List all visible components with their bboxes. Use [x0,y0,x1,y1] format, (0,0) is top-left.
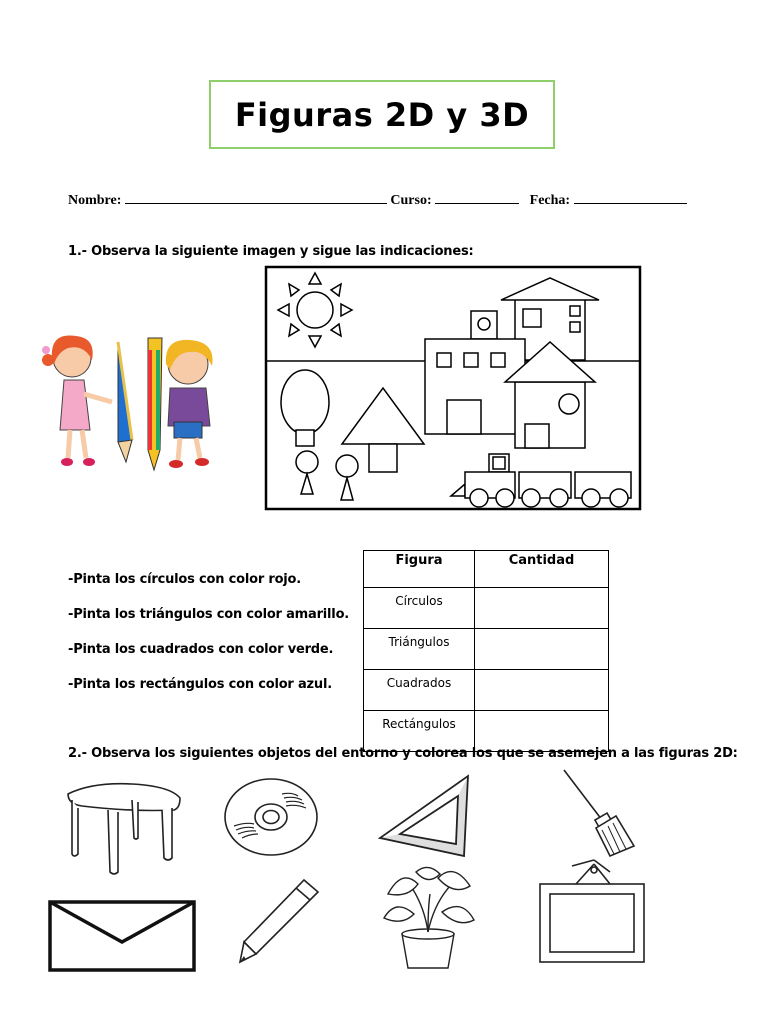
row-label: Cuadrados [364,670,475,711]
curso-line[interactable] [435,191,519,204]
question-1: 1.- Observa la siguiente imagen y sigue las indicaciones: [68,244,474,259]
header-cantidad: Cantidad [475,551,609,588]
row-label: Rectángulos [364,711,475,752]
stool-icon [62,778,187,878]
broom-icon [558,766,638,860]
instruction-rectangles: -Pinta los rectángulos con color azul. [68,677,332,692]
instruction-circles: -Pinta los círculos con color rojo. [68,572,302,587]
count-table [363,550,609,752]
title-box [209,80,555,149]
table-row [364,629,609,670]
nombre-label: Nombre: [68,193,122,208]
children-with-pencils-image [40,330,230,480]
pencil-icon [238,878,322,966]
header-fields [68,191,687,209]
nombre-line[interactable] [125,191,387,204]
shapes-scene-image [265,266,641,510]
question-2: 2.- Observa los siguientes objetos del entorno y colorea los que se asemejen a las figuras 2D: [68,746,738,761]
cd-icon [222,776,320,858]
potted-plant-icon [378,864,478,974]
table-row [364,588,609,629]
quantity-cell[interactable] [475,629,609,670]
table-header-row [364,551,609,588]
row-label: Triángulos [364,629,475,670]
set-square-icon [378,772,474,860]
quantity-cell[interactable] [475,670,609,711]
instruction-triangles: -Pinta los triángulos con color amarillo. [68,607,350,622]
envelope-icon [48,900,196,972]
header-figura: Figura [364,551,475,588]
row-label: Círculos [364,588,475,629]
fecha-label: Fecha: [529,193,571,208]
curso-label: Curso: [390,193,432,208]
fecha-line[interactable] [574,191,687,204]
instruction-squares: -Pinta los cuadrados con color verde. [68,642,334,657]
picture-frame-icon [538,858,646,964]
table-row [364,670,609,711]
page-title: Figuras 2D y 3D [234,95,530,134]
quantity-cell[interactable] [475,588,609,629]
